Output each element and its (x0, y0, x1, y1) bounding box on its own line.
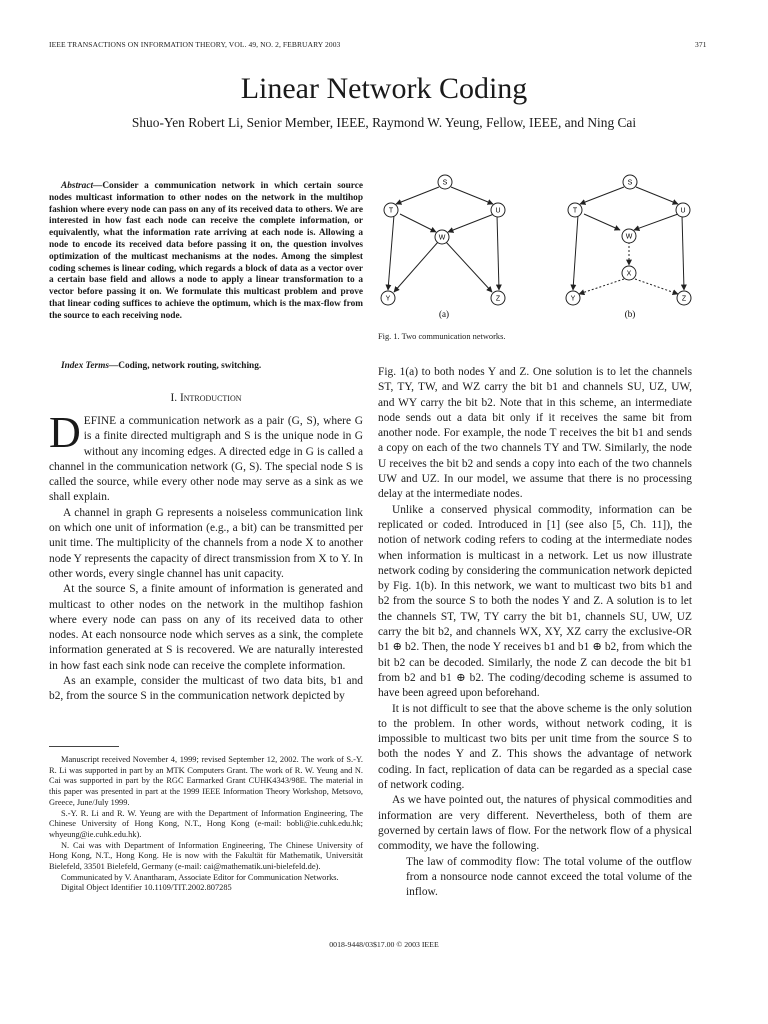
node-y-b-label: Y (570, 295, 576, 303)
node-t-a-label: T (388, 207, 394, 215)
right-paragraph-4: As we have pointed out, the natures of physical commodities and information are very different. Nevertheless, both of them are governed by certain laws of flow. For the network flow of a physical commodity, we have the following. (378, 794, 692, 853)
intro-paragraph-4: As an example, consider the multicast of two data bits, b1 and b2, from the source S in the communication network depicted by (49, 675, 363, 703)
node-y-a-label: Y (385, 295, 391, 303)
author-list: Shuo-Yen Robert Li, Senior Member, IEEE, Raymond W. Yeung, Fellow, IEEE, and Ning Cai (131, 115, 637, 130)
node-z-b-label: Z (681, 295, 687, 303)
footnote-manuscript: Manuscript received November 4, 1999; revised September 12, 2002. The work of S.-Y. R. Li was supported in part by an MTK Computers Grant. The work of R. W. Yeung and N. Cai was supported in part by the RGC Earmarked Grant CUHK4343/98E. The material in this paper was presented in part at the 1999 IEEE Information Theory Workshop, Metsovo, Greece, June/July 1999. (49, 755, 363, 807)
right-paragraph-1: Fig. 1(a) to both nodes Y and Z. One solution is to let the channels ST, TY, TW, and WZ carry the bit b1 and channels SU, UZ, UW, and WY carry the bit b2. Note that in this scheme, an intermediate node sends out a data bit only if it receives the same bit from another node. For example, the node T receives the bit b1 and sends a copy on each of the two channels TY and TW. Similarly, the node U receives the bit b2 and sends a copy into each of the two channels UW and UZ. In our model, we assume that there is no processing delay at the intermediate nodes. (378, 366, 692, 501)
node-t-b-label: T (572, 207, 578, 215)
index-terms-label: Index Terms— (61, 361, 119, 371)
subfigure-label-b: (b) (624, 309, 636, 319)
intro-paragraph-3: At the source S, a finite amount of information is generated and multicast to other nodes on the network in the multihop fashion where every node can pass on any of its received data to other nodes. At each nonsource node which serves as a sink, the complete information generated at S is recovered. We are naturally interested in how fast each sink node can receive the complete information. (49, 583, 363, 672)
intro-paragraph-1 (49, 408, 363, 506)
abstract-label: Abstract— (61, 181, 103, 191)
node-s-a-label: S (442, 179, 448, 187)
footnote-doi: Digital Object Identifier 10.1109/TIT.2002.807285 (61, 883, 232, 893)
law-of-commodity-flow: The law of commodity flow: The total volume of the outflow from a nonsource node cannot exceed the total volume of the inflow. (406, 855, 692, 899)
index-terms-text: Coding, network routing, switching. (118, 361, 262, 371)
index-terms (49, 360, 363, 372)
intro-paragraph-1-text: EFINE a communication network as a pair (G, S), where G is a finite directed multigraph and S is the unique node in G without any incoming edges. A directed edge in G is called a channel in the communication network (G, S). The special node S is called the source, while every other node may serve as a sink as we shall explain. (49, 415, 363, 504)
running-header-journal: IEEE TRANSACTIONS ON INFORMATION THEORY, VOL. 49, NO. 2, FEBRUARY 2003 (49, 40, 341, 49)
network-b-nodes (566, 175, 691, 305)
right-paragraph-2: Unlike a conserved physical commodity, information can be replicated or coded. Introduced in [1] (see also [5, Ch. 11]), the notion of network coding refers to coding at the intermediate nodes when information is multicast in a network. Let us now illustrate network coding by considering the communication network depicted by Fig. 1(b). In this network, we want to multicast two bits b1 and b2 from the source S to both the nodes Y and Z. A solution is to let the channels ST, TW, TY carry the bit b1, channels SU, UW, UZ carry the bit b2, and channels WX, XY, XZ carry the exclusive-OR b1 ⊕ b2. Then, the node Y receives b1 and b1 ⊕ b2, from which the bit b2 can be decoded. Similarly, the node Z can decode the bit b1 from b2 and b1 ⊕ b2. The coding/decoding scheme is assumed to have been agreed upon beforehand. (378, 503, 692, 700)
figure-1-networks (376, 168, 708, 328)
node-w-b-label: W (625, 233, 633, 241)
node-u-a-label: U (495, 207, 501, 215)
node-x-b-label: X (626, 270, 632, 278)
copyright-footer: 0018-9448/03$17.00 © 2003 IEEE (329, 940, 439, 949)
abstract (49, 181, 363, 323)
subfigure-label-a: (a) (439, 309, 449, 319)
figure-caption: Fig. 1. Two communication networks. (378, 332, 506, 341)
right-paragraph-3: It is not difficult to see that the above scheme is the only solution to the problem. In other words, without network coding, it is impossible to multicast two bits per unit time from the source S to both the nodes Y and Z. This shows the advantage of network coding. In fact, replication of data can be regarded as a special case of network coding. (378, 702, 692, 792)
left-column (49, 408, 363, 705)
node-w-a-label: W (438, 234, 446, 242)
node-s-b-label: S (627, 179, 633, 187)
footnotes (49, 755, 363, 894)
paper-title: Linear Network Coding (240, 72, 528, 105)
intro-paragraph-2: A channel in graph G represents a noiseless communication link on which one unit of information (e.g., a bit) can be transmitted per unit time. The multiplicity of the channels from a node X to another node Y represents the capacity of direct transmission from X to Y. In other words, every single channel has unit capacity. (49, 506, 363, 580)
node-z-a-label: Z (495, 295, 501, 303)
page-number: 371 (695, 40, 707, 49)
node-u-b-label: U (680, 207, 686, 215)
drop-cap: D (49, 408, 81, 457)
section-heading: I. Introduction (170, 392, 242, 404)
abstract-text: Consider a communication network in which certain source nodes multicast information to other nodes on the network in the multihop fashion where every node can pass on any of its received data to others. We are interested in how fast each node can receive the complete information, or equivalently, what the information rate arriving at each node is. Allowing a node to encode its received data before passing it on, the question involves optimization of the multicast mechanisms at the nodes. Among the simplest coding schemes is linear coding, which regards a block of data as a vector over a certain base field and allows a node to apply a linear transformation to a vector before passing it on. We formulate this multicast problem and prove that linear coding suffices to achieve the optimum, which is the max-flow from the source to each receiving node. (49, 181, 363, 321)
footnote-rule (49, 746, 119, 747)
footnote-communicated: Communicated by V. Anantharam, Associate Editor for Communication Networks. (61, 872, 339, 882)
right-column (378, 365, 692, 900)
footnote-affiliation-li-yeung: S.-Y. R. Li and R. W. Yeung are with the Department of Information Engineering, The Chinese University of Hong Kong, N.T., Hong Kong (e-mail: bobli@ie.cuhk.edu.hk; whyeung@ie.cuhk.edu.hk). (49, 808, 363, 839)
footnote-affiliation-cai: N. Cai was with Department of Information Engineering, The Chinese University of Hong Kong, N.T., Hong Kong. He is now with the Fakultät für Mathematik, Universität Bielefeld, 33501 Bielefeld, Germany (e-mail: cai@mathematik.uni-bielefeld.de). (49, 840, 363, 872)
